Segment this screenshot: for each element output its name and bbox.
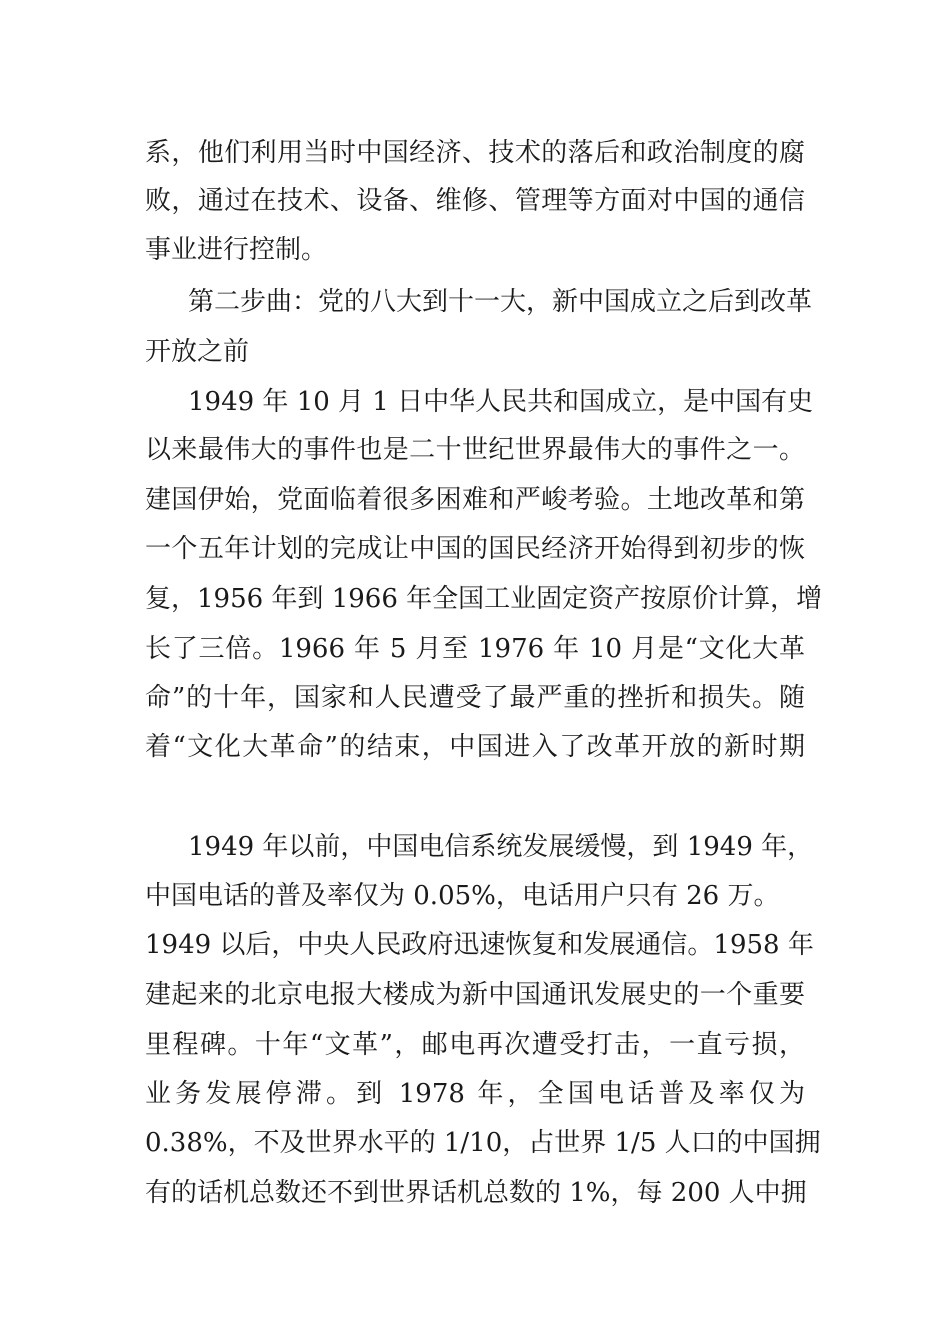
text-line: 败，通过在技术、设备、维修、管理等方面对中国的通信 [145,186,805,216]
text-line: 1949 年 10 月 1 日中华人民共和国成立，是中国有史 [188,387,814,417]
text-line: 有的话机总数还不到世界话机总数的 1%，每 200 人中拥 [145,1178,807,1208]
text-line: 建起来的北京电报大楼成为新中国通讯发展史的一个重要 [145,980,805,1010]
text-line: 0.38%，不及世界水平的 1/10，占世界 1/5 人口的中国拥 [145,1128,821,1158]
text-line: 着“文化大革命”的结束，中国进入了改革开放的新时期 [145,732,805,762]
text-line: 长了三倍。1966 年 5 月至 1976 年 10 月是“文化大革 [145,634,805,664]
text-line: 1949 以后，中央人民政府迅速恢复和发展通信。1958 年 [145,930,814,960]
text-line: 复，1956 年到 1966 年全国工业固定资产按原价计算，增 [145,584,823,614]
text-line: 以来最伟大的事件也是二十世纪世界最伟大的事件之一。 [145,435,805,465]
text-line: 一个五年计划的完成让中国的国民经济开始得到初步的恢 [145,534,805,564]
section-heading: 第二步曲：党的八大到十一大，新中国成立之后到改革 [188,287,813,317]
text-line: 建国伊始，党面临着很多困难和严峻考验。土地改革和第 [145,485,805,515]
text-line: 1949 年以前，中国电信系统发展缓慢，到 1949 年， [188,832,814,862]
text-line: 系，他们利用当时中国经济、技术的落后和政治制度的腐 [145,138,805,168]
text-line: 里程碑。十年“文革”，邮电再次遭受打击，一直亏损， [145,1030,805,1060]
text-line: 事业进行控制。 [145,235,328,265]
section-heading: 开放之前 [145,337,250,367]
text-line: 业务发展停滞。到 1978 年，全国电话普及率仅为 [145,1079,805,1109]
text-line: 命”的十年，国家和人民遭受了最严重的挫折和损失。随 [145,683,805,713]
text-line: 中国电话的普及率仅为 0.05%，电话用户只有 26 万。 [145,881,780,911]
